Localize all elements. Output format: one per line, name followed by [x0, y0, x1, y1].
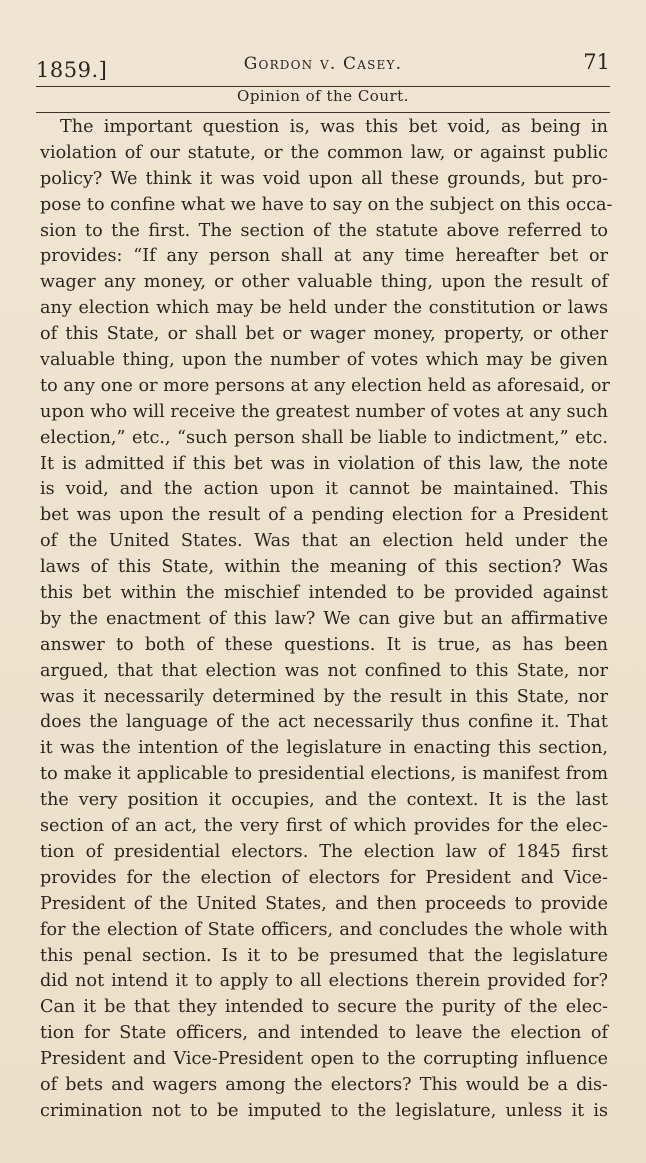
text-line: did not intend it to apply to all elections therein provided for?: [40, 971, 608, 992]
text-line: of bets and wagers among the electors? This would be a dis-: [40, 1074, 608, 1095]
text-line: crimination not to be imputed to the legislature, unless it is: [40, 1100, 608, 1121]
running-head-title: Gordon v. Casey.: [243, 54, 403, 74]
text-line: it was the intention of the legislature in enacting this section,: [40, 738, 608, 759]
text-line: of this State, or shall bet or wager money, property, or other: [40, 324, 608, 345]
text-line: this bet within the mischief intended to be provided against: [40, 583, 608, 604]
text-line: policy? We think it was void upon all these grounds, but pro-: [40, 168, 608, 189]
text-line: pose to confine what we have to say on the subject on this occa-: [40, 194, 613, 215]
text-line: is void, and the action upon it cannot be maintained. This: [40, 479, 608, 500]
text-line: upon who will receive the greatest number of votes at any such: [40, 401, 608, 422]
text-line: does the language of the act necessarily thus confine it. That: [40, 712, 608, 733]
text-line: section of an act, the very first of which provides for the elec-: [40, 816, 608, 837]
text-line: wager any money, or other valuable thing, upon the result of: [40, 272, 608, 293]
opinion-body-text: [40, 115, 613, 1125]
text-line: laws of this State, within the meaning of this section? Was: [40, 557, 608, 578]
text-line: answer to both of these questions. It is true, as has been: [40, 634, 608, 655]
text-line: to any one or more persons at any election held as aforesaid, or: [40, 375, 610, 396]
text-line: election,” etc., “such person shall be liable to indictment,” etc.: [40, 427, 608, 448]
text-line: tion for State officers, and intended to leave the election of: [40, 1023, 608, 1044]
text-line: President of the United States, and then proceeds to provide: [40, 893, 608, 914]
text-line: The important question is, was this bet void, as being in: [60, 117, 608, 137]
text-line: provides: “If any person shall at any time hereafter bet or: [40, 246, 608, 267]
text-line: President and Vice-President open to the corrupting influence: [40, 1049, 608, 1070]
text-line: provides for the election of electors for President and Vice-: [40, 867, 608, 888]
text-line: for the election of State officers, and concludes the whole with: [40, 919, 608, 940]
text-line: to make it applicable to presidential elections, is manifest from: [40, 764, 608, 785]
page-number: 71: [583, 50, 610, 74]
text-line: this penal section. Is it to be presumed that the legislature: [40, 945, 608, 966]
text-line: the very position it occupies, and the context. It is the last: [40, 790, 608, 811]
text-line: sion to the first. The section of the statute above referred to: [40, 220, 608, 241]
text-line: tion of presidential electors. The election law of 1845 first: [40, 841, 608, 862]
text-line: argued, that that election was not confined to this State, nor: [40, 660, 608, 681]
text-line: of the United States. Was that an election held under the: [40, 531, 608, 552]
text-line: was it necessarily determined by the result in this State, nor: [40, 686, 608, 707]
text-line: any election which may be held under the constitution or laws: [40, 298, 608, 319]
text-line: violation of our statute, or the common law, or against public: [40, 142, 608, 163]
running-head: [36, 48, 610, 82]
text-line: Can it be that they intended to secure the purity of the elec-: [40, 997, 608, 1018]
running-head-year: 1859.]: [36, 58, 108, 82]
text-line: bet was upon the result of a pending election for a President: [40, 505, 608, 526]
text-line: valuable thing, upon the number of votes which may be given: [40, 350, 608, 371]
section-subheading: Opinion of the Court.: [237, 87, 409, 105]
text-line: It is admitted if this bet was in violation of this law, the note: [40, 453, 608, 474]
subheading-rule: [36, 112, 610, 113]
text-line: by the enactment of this law? We can give but an affirmative: [40, 608, 608, 629]
